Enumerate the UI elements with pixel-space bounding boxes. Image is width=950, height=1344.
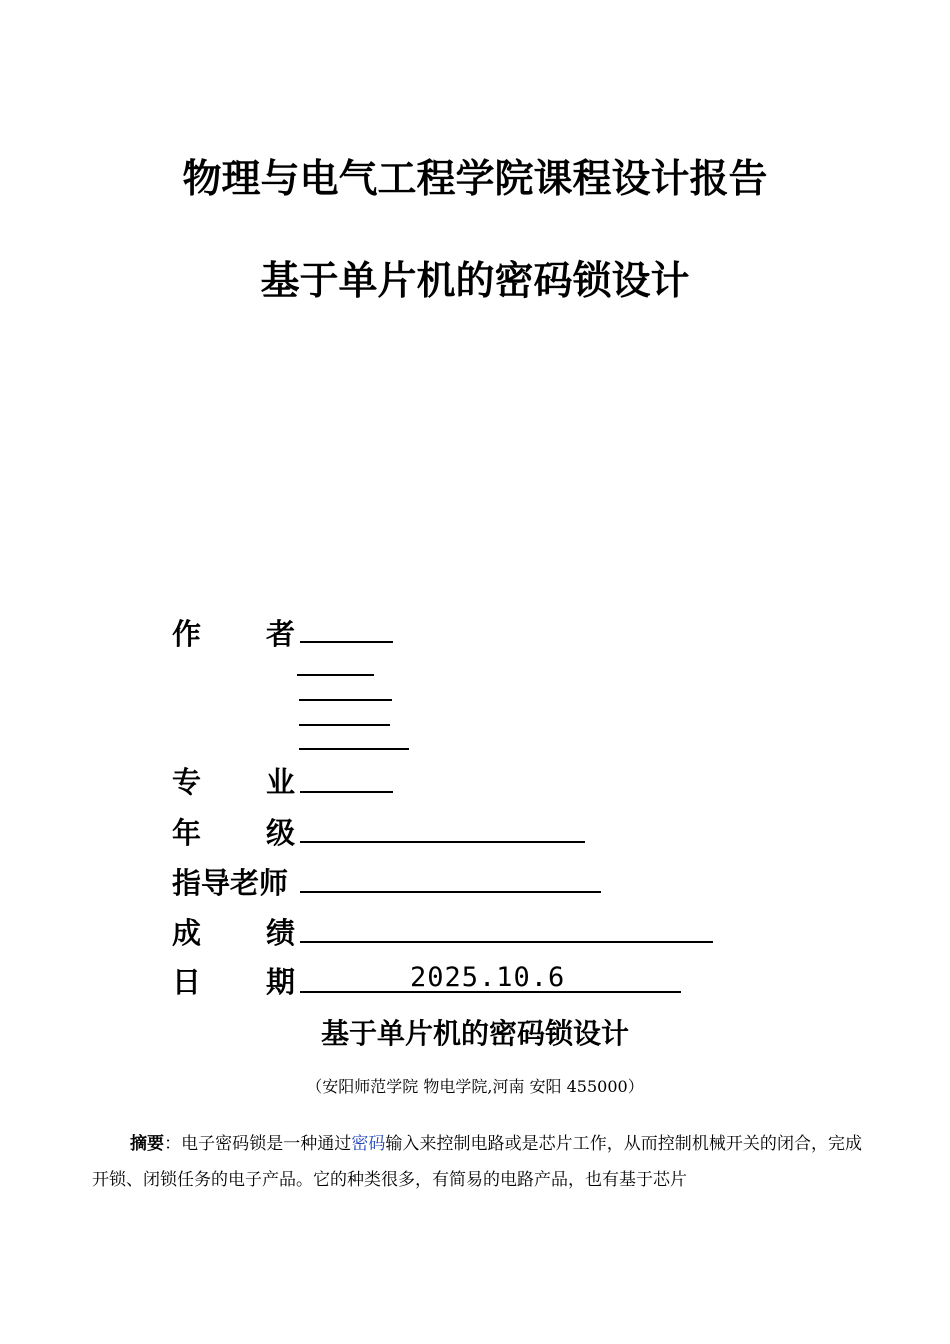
author-label-char2: 者 xyxy=(266,617,296,651)
major-underline xyxy=(300,791,393,793)
date-underline xyxy=(300,991,681,993)
abstract-paragraph xyxy=(92,1126,862,1198)
abstract-colon: ： xyxy=(164,1134,182,1154)
author-label xyxy=(172,612,296,653)
author-label-char1: 作 xyxy=(172,617,202,651)
advisor-label: 指导老师 xyxy=(172,866,289,900)
author-underline-1 xyxy=(300,641,393,643)
advisor-underline xyxy=(300,891,601,893)
author-underline-2 xyxy=(297,674,374,676)
abstract-text-1: 电子密码锁是一种通过 xyxy=(181,1134,352,1154)
affiliation: （安阳师范学院 物电学院,河南 安阳 455000） xyxy=(306,1077,644,1096)
date-label xyxy=(172,960,296,1001)
score-underline xyxy=(300,941,713,943)
report-subtitle: 基于单片机的密码锁设计 xyxy=(260,259,690,304)
grade-label xyxy=(172,811,296,852)
major-label-char2: 业 xyxy=(266,765,296,799)
date-value: 2025.10.6 xyxy=(410,962,566,993)
report-title: 物理与电气工程学院课程设计报告 xyxy=(182,157,768,202)
author-underline-3 xyxy=(299,699,392,701)
score-label-char1: 成 xyxy=(172,916,202,950)
paper-title: 基于单片机的密码锁设计 xyxy=(320,1017,629,1050)
author-underline-4 xyxy=(299,724,390,726)
abstract-text-2: 输入来控制电路或是芯片工作，从而控制机械开关的闭合，完成开锁、闭锁任务的电子产品。它的种类很多，有简易的电路产品，也有基于芯片 xyxy=(92,1134,863,1190)
major-label xyxy=(172,760,296,801)
grade-label-char1: 年 xyxy=(172,816,202,850)
score-label-char2: 绩 xyxy=(266,916,296,950)
grade-underline xyxy=(300,841,585,843)
date-label-char2: 期 xyxy=(266,965,296,999)
author-underline-5 xyxy=(299,748,409,750)
date-label-char1: 日 xyxy=(172,965,202,999)
major-label-char1: 专 xyxy=(172,765,202,799)
abstract-link[interactable]: 密码 xyxy=(351,1134,386,1154)
score-label xyxy=(172,911,296,952)
grade-label-char2: 级 xyxy=(266,816,296,850)
abstract-label: 摘要 xyxy=(130,1134,165,1154)
